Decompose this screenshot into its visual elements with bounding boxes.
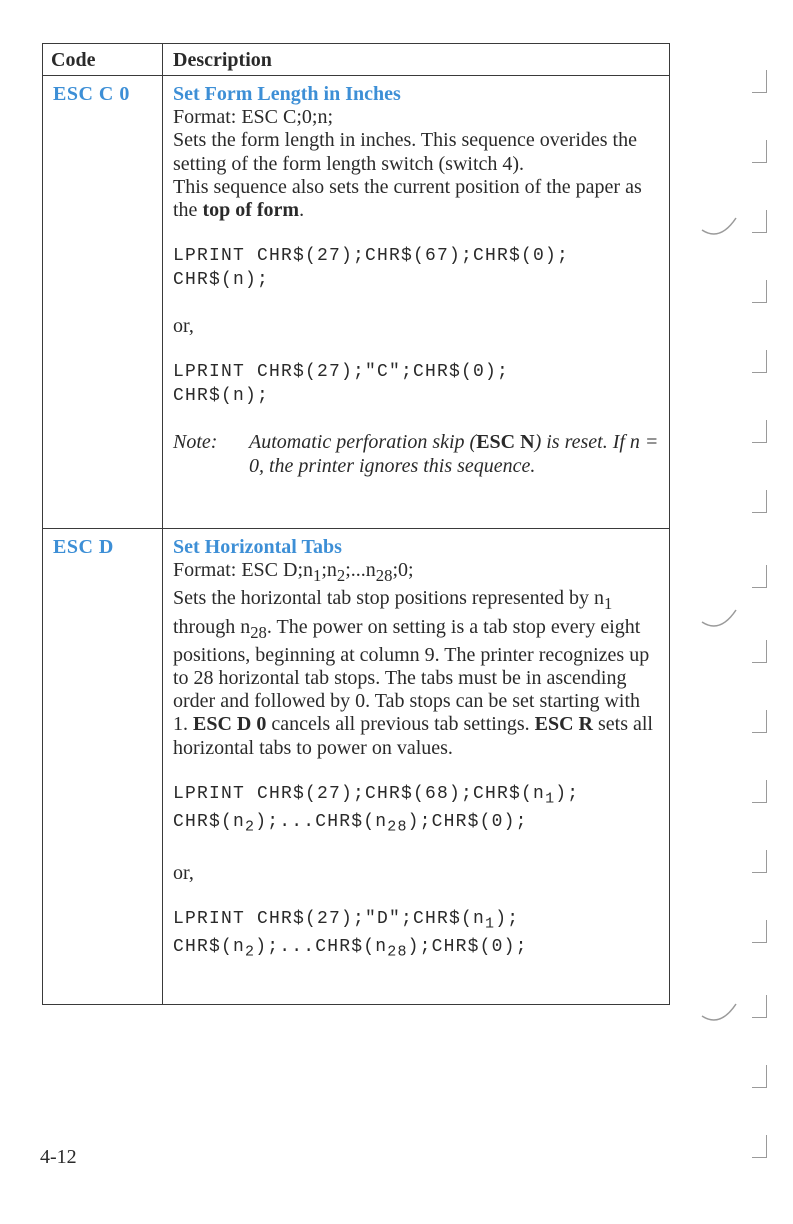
margin-mark	[752, 850, 767, 873]
page-number: 4-12	[40, 1146, 77, 1168]
section-title: Set Form Length in Inches	[173, 83, 401, 105]
margin-mark	[752, 565, 767, 588]
basic-code-line: $CHR\$(n_2);...CHR\$(n_{28});CHR\$(0)$;	[173, 811, 528, 836]
margin-mark	[752, 710, 767, 733]
margin-mark	[752, 920, 767, 943]
code-esc-c-0: ESC C 0	[53, 83, 130, 105]
note-label: Note:	[173, 431, 218, 454]
description-paragraph: Sets the form length in inches. This sequence overides the setting of the form length switch (switch 4).	[173, 129, 637, 175]
margin-mark	[752, 280, 767, 303]
margin-mark	[752, 350, 767, 373]
basic-code-line: LPRINT CHR$(27);CHR$(67);CHR$(0);	[173, 246, 570, 267]
margin-mark	[752, 640, 767, 663]
row-divider	[43, 528, 669, 529]
description-esc-c-0	[173, 83, 659, 478]
format-line: Format: ESC C;0;n;	[173, 106, 334, 129]
margin-mark	[752, 490, 767, 513]
note: Note: Automatic perforation skip (ESC N) is reset. If n = 0, the printer ignores this sequence.	[173, 431, 659, 477]
margin-mark	[752, 1065, 767, 1088]
code-column-header: Code	[51, 49, 96, 71]
description-paragraph: This sequence also sets the current position of the paper as the top of form.	[173, 175, 642, 222]
description-esc-d	[173, 536, 659, 964]
basic-code-line: CHR$(n);	[173, 385, 270, 406]
column-divider	[162, 44, 163, 1004]
margin-curve	[700, 604, 740, 632]
description-column-header: Description	[173, 49, 272, 71]
or-text: or,	[173, 315, 194, 338]
margin-curve	[700, 998, 740, 1026]
basic-code-line: LPRINT $CHR\$(27);"D";CHR\$(n_1)$;	[173, 909, 520, 933]
margin-mark	[752, 140, 767, 163]
or-text: or,	[173, 862, 194, 885]
basic-code-line: LPRINT $CHR\$(27);CHR\$(68);CHR\$(n_1)$;	[173, 783, 580, 808]
basic-code-line: $CHR\$(n_2);...CHR\$(n_{28});CHR\$(0)$;	[173, 937, 528, 961]
margin-mark	[752, 210, 767, 233]
command-table	[42, 43, 670, 1005]
description-paragraph: Sets the horizontal tab stop positions represented by $n_1$ through $n_{28}$. The power on setting is a tab stop every eight positions, beginning at column 9. The printer recognizes up to 28 horizontal tab stops. The tabs must be in ascending order and followed by 0. Tab stops can be set starting with 1. ESC D 0 cancels all previous tab settings. ESC R sets all horizontal tabs to power on values.	[173, 587, 653, 759]
margin-mark	[752, 780, 767, 803]
code-esc-d: ESC D	[53, 536, 114, 558]
section-title: Set Horizontal Tabs	[173, 536, 342, 558]
margin-curve	[700, 212, 740, 240]
margin-mark	[752, 420, 767, 443]
format-line: Format: ESC $D;n_1;n_2;...n_{28};0$;	[173, 559, 414, 586]
basic-code-line: LPRINT CHR$(27);"C";CHR$(0);	[173, 362, 510, 383]
margin-mark	[752, 995, 767, 1018]
margin-mark	[752, 70, 767, 93]
margin-mark	[752, 1135, 767, 1158]
basic-code-line: CHR$(n);	[173, 269, 270, 290]
header-divider	[43, 75, 669, 76]
